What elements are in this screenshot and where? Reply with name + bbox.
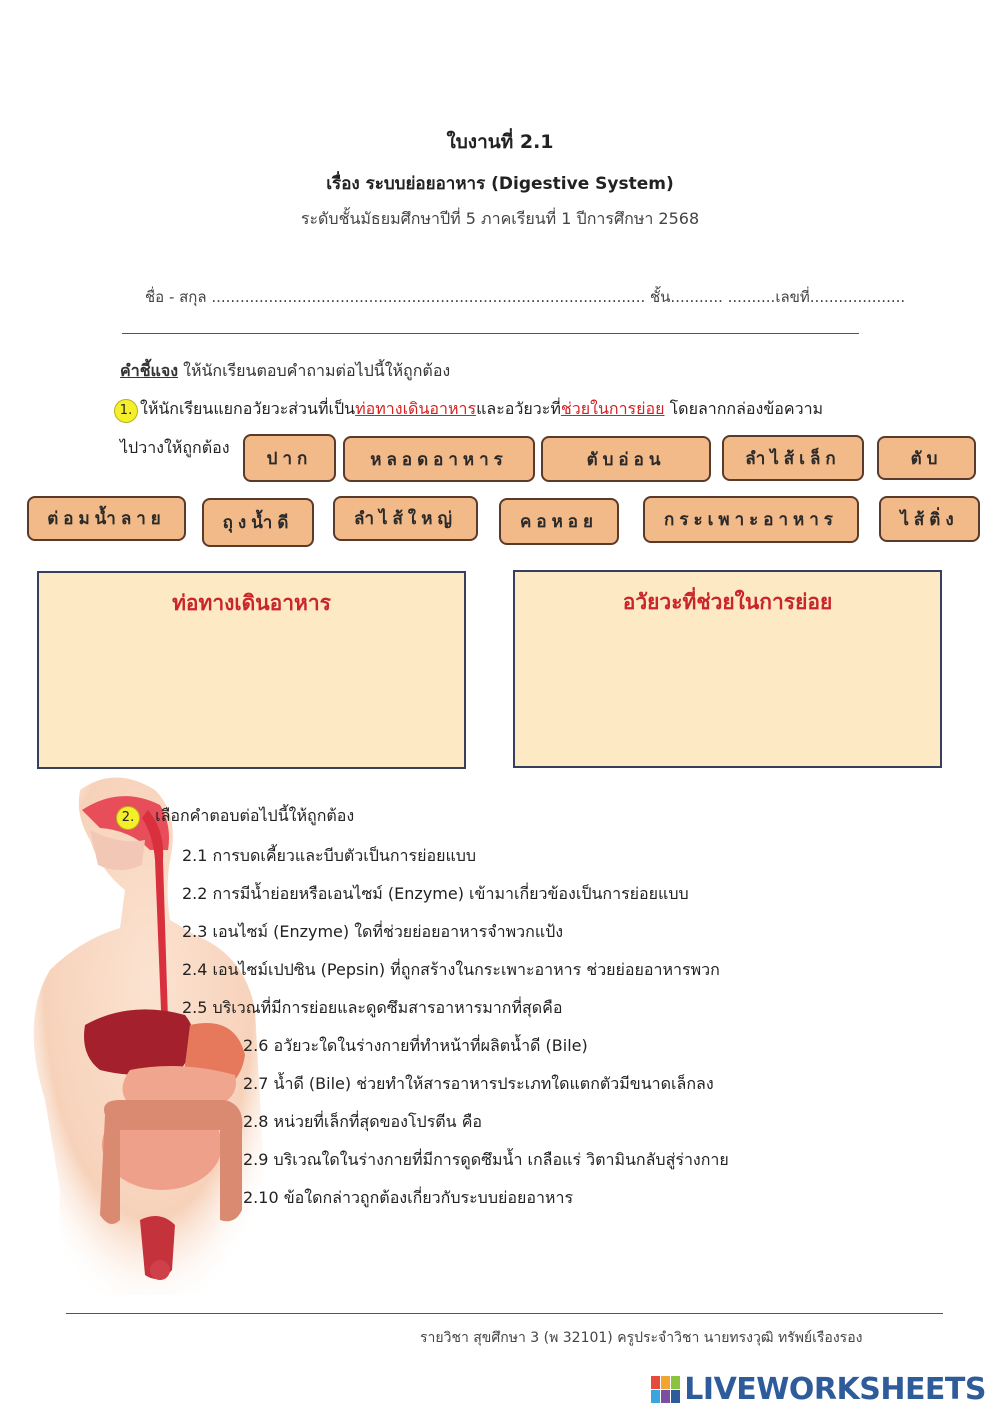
question-2-item: 2.9 บริเวณใดในร่างกายที่มีการดูดซึมน้ำ เกลือแร่ วิตามินกลับสู่ร่างกาย (243, 1150, 729, 1169)
student-info-line: ชื่อ - สกุล ........................................................................................... ชั้น........... ..........เลขที่.................... (145, 288, 906, 306)
drop-zone-accessory-organs[interactable] (513, 570, 942, 768)
instructions-heading: คำชี้แจง (120, 361, 179, 380)
question-2 (116, 804, 354, 830)
worksheet-title: ใบงานที่ 2.1 (446, 131, 554, 153)
question-1-text-b: และอวัยวะที่ (476, 399, 561, 418)
question-2-item: 2.10 ข้อใดกล่าวถูกต้องเกี่ยวกับระบบย่อยอาหาร (243, 1188, 574, 1207)
question-1 (114, 397, 823, 423)
question-2-item: 2.3 เอนไซม์ (Enzyme) ใดที่ช่วยย่อยอาหารจำพวกแป้ง (182, 922, 564, 941)
question-2-item: 2.1 การบดเคี้ยวและบีบตัวเป็นการย่อยแบบ (182, 846, 477, 865)
question-2-item: 2.6 อวัยวะใดในร่างกายที่ทำหน้าที่ผลิตน้ำดี (Bile) (243, 1036, 588, 1055)
question-2-item: 2.4 เอนไซม์เปปซิน (Pepsin) ที่ถูกสร้างในกระเพาะอาหาร ช่วยย่อยอาหารพวก (182, 960, 720, 979)
question-2-number: 2. (116, 806, 140, 830)
liveworksheets-text: LIVEWORKSHEETS (684, 1372, 986, 1407)
class-level: ระดับชั้นมัธยมศึกษาปีที่ 5 ภาคเรียนที่ 1 ปีการศึกษา 2568 (300, 209, 700, 228)
chip-liver[interactable]: ตับ (877, 436, 976, 480)
liveworksheets-logo-icon (651, 1376, 680, 1403)
chip-gallbladder[interactable]: ถุงน้ำดี (202, 498, 314, 547)
instructions (120, 359, 450, 384)
question-2-item: 2.7 น้ำดี (Bile) ช่วยทำให้สารอาหารประเภทใดแตกตัวมีขนาดเล็กลง (243, 1074, 714, 1093)
drop-zone-digestive-tract[interactable] (37, 571, 466, 769)
question-2-item: 2.2 การมีน้ำย่อยหรือเอนไซม์ (Enzyme) เข้ามาเกี่ยวข้องเป็นการย่อยแบบ (182, 884, 689, 903)
chip-pharynx[interactable]: คอหอย (499, 498, 619, 545)
divider-bottom (66, 1313, 943, 1314)
question-2-item: 2.5 บริเวณที่มีการย่อยและดูดซึมสารอาหารมากที่สุดคือ (182, 998, 563, 1017)
instructions-text: ให้นักเรียนตอบคำถามต่อไปนี้ให้ถูกต้อง (178, 361, 451, 380)
chip-esophagus[interactable]: หลอดอาหาร (343, 436, 535, 482)
divider-top (122, 333, 859, 334)
chip-large-intestine[interactable]: ลำไส้ใหญ่ (333, 496, 478, 541)
chip-mouth[interactable]: ปาก (243, 434, 336, 482)
question-2-text: เลือกคำตอบต่อไปนี้ให้ถูกต้อง (155, 806, 355, 825)
question-1-keyword-digest: ช่วยในการย่อย (560, 399, 665, 418)
question-1-text-c: โดยลากกล่องข้อความ (664, 399, 824, 418)
chip-stomach[interactable]: กระเพาะอาหาร (643, 496, 859, 543)
footer-course-info: รายวิชา สุขศึกษา 3 (พ 32101) ครูประจำวิชา นายทรงวุฒิ ทรัพย์เรืองรอง (420, 1330, 863, 1346)
liveworksheets-brand[interactable] (651, 1372, 986, 1407)
question-1-number: 1. (114, 399, 138, 423)
drop-zone-digestive-tract-label: ท่อทางเดินอาหาร (172, 591, 331, 615)
chip-appendix[interactable]: ไส้ติ่ง (879, 496, 980, 542)
question-1-keyword-tract: ท่อทางเดินอาหาร (355, 399, 477, 418)
chip-small-intestine[interactable]: ลำไส้เล็ก (722, 435, 864, 481)
question-2-item: 2.8 หน่วยที่เล็กที่สุดของโปรตีน คือ (243, 1112, 483, 1131)
chip-pancreas[interactable]: ตับอ่อน (541, 436, 711, 482)
question-1-text-a: ให้นักเรียนแยกอวัยวะส่วนที่เป็น (140, 399, 356, 418)
chip-salivary-gland[interactable]: ต่อมน้ำลาย (27, 496, 186, 541)
drop-zone-accessory-organs-label: อวัยวะที่ช่วยในการย่อย (622, 590, 833, 614)
worksheet-subtitle: เรื่อง ระบบย่อยอาหาร (Digestive System) (326, 174, 674, 194)
question-1-line-2: ไปวางให้ถูกต้อง (120, 438, 230, 457)
